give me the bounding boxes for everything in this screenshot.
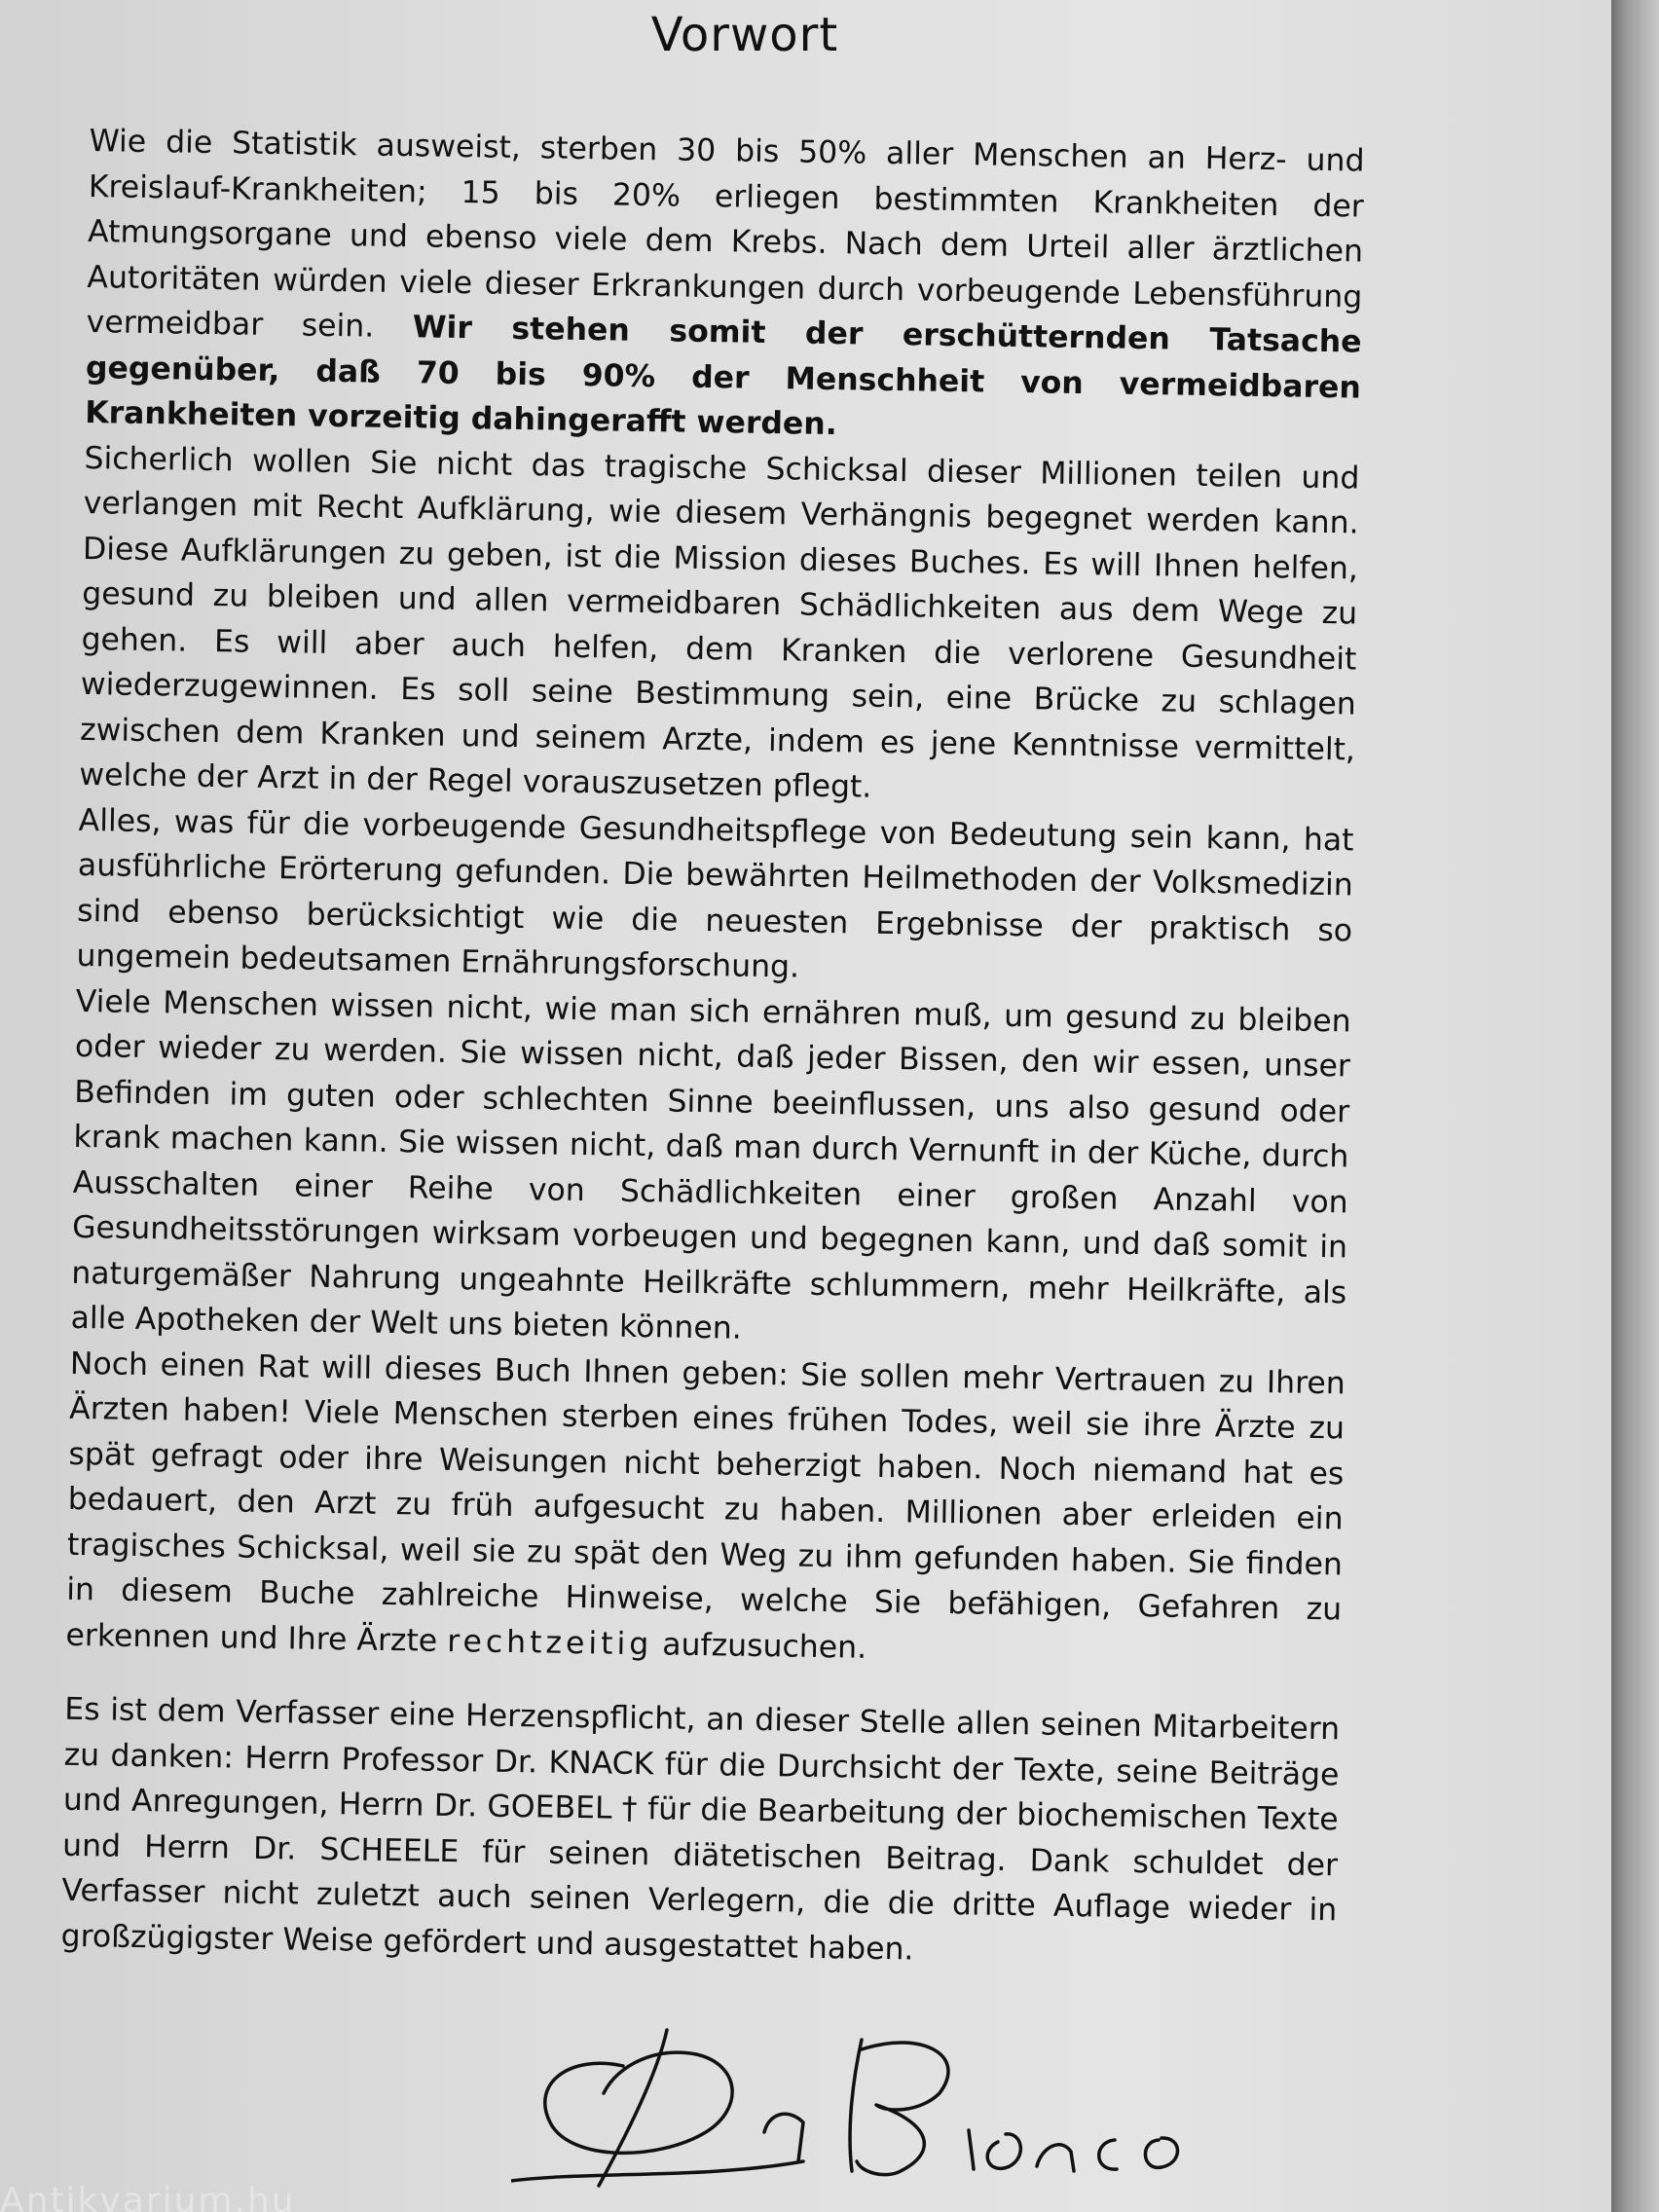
paragraph-doctors [65, 1341, 1346, 1677]
author-signature [511, 2015, 1309, 2210]
paragraph-statistics [85, 119, 1365, 456]
watermark: Antikvarium.hu [0, 2181, 296, 2212]
bold-statement: Wir stehen somit der erschütternden Tatsache gegenüber, daß 70 bis 90% der Menschheit von vermeidbaren Krankheiten vorzeitig dahingerafft werden. [84, 310, 1362, 443]
foreword-body [60, 119, 1365, 1978]
page-title: Vorwort [650, 8, 839, 62]
paragraph-nutrition: Viele Menschen wissen nicht, wie man sich ernähren muß, um gesund zu bleiben oder wieder zu werden. Sie wissen nicht, daß jeder Bissen, den wir essen, unser Befinden im guten oder schlechten Sinne beeinflussen, uns also gesund oder krank machen kann. Sie wissen nicht, daß man durch Vernunft in der Küche, durch Ausschalten einer Reihe von Schädlichkeiten einer großen Anzahl von Gesundheitsstörungen wirksam vorbeugen und begegnen kann, und daß somit in naturgemäßer Nahrung ungeahnte Heilkräfte schlummern, mehr Heilkräfte, als alle Apotheken der Welt uns bieten können. [70, 983, 1351, 1346]
paragraph-text-end: aufzusuchen. [651, 1626, 867, 1666]
spaced-word: rechtzeitig [446, 1623, 653, 1662]
page-edge [1611, 0, 1659, 2212]
paragraph-text: Wie die Statistik ausweist, sterben 30 bis 50% aller Menschen an Herz- und Kreislauf-Krankheiten; 15 bis 20% erliegen bestimmten Krankheiten der Atmungsorgane und ebenso viele dem Krebs. Nach dem Urteil aller ärztlichen Autoritäten würden viele dieser Erkrankungen durch vorbeugende Lebensführung vermeidbar sein. [86, 123, 1365, 346]
paragraph-acknowledgements: Es ist dem Verfasser eine Herzenspflicht, an dieser Stelle allen seinen Mitarbeitern zu danken: Herrn Professor Dr. KNACK für die Durchsicht der Texte, seine Beiträge und Anregungen, Herrn Dr. GOEBEL † für die Bearbeitung der biochemischen Texte und Herrn Dr. SCHEELE für seinen diätetischen Beitrag. Dank schuldet der Verfasser nicht zuletzt auch seinen Verlegern, die die dritte Auflage wieder in großzügigster Weise gefördert und ausgestattet haben. [60, 1691, 1341, 1968]
paragraph-prevention: Alles, was für die vorbeugende Gesundheitspflege von Bedeutung sein kann, hat ausführliche Erörterung gefunden. Die bewährten Heilmethoden der Volksmedizin sind ebenso berücksichtigt wie die neuesten Ergebnisse der praktisch so ungemein bedeutsamen Ernährungsforschung. [76, 802, 1354, 985]
signature-text: Dr Bianco [1193, 2200, 1198, 2201]
paragraph-text: Noch einen Rat will dieses Buch Ihnen geben: Sie sollen mehr Vertrauen zu Ihren Ärzten haben! Viele Menschen sterben eines frühen Todes, weil sie ihre Ärzte zu spät gefragt oder ihre Weisungen nicht beherzigt haben. Noch niemand hat es bedauert, den Arzt zu früh aufgesucht zu haben. Millionen aber erleiden ein tragisches Schicksal, weil sie zu spät den Weg zu ihm gefunden haben. Sie finden in diesem Buche zahlreiche Hinweise, welche Sie befähigen, Gefahren zu erkennen und Ihre Ärzte [65, 1346, 1346, 1659]
paragraph-mission: Sicherlich wollen Sie nicht das tragische Schicksal dieser Millionen teilen und verlangen mit Recht Aufklärung, wie diesem Verhängnis begegnet werden kann. Diese Aufklärungen zu geben, ist die Mission dieses Buches. Es will Ihnen helfen, gesund zu bleiben und allen vermeidbaren Schädlichkeiten aus dem Wege zu gehen. Es will aber auch helfen, dem Kranken die verlorene Gesundheit wiederzugewinnen. Es soll seine Bestimmung sein, eine Brücke zu schlagen zwischen dem Kranken und seinem Arzte, indem es jene Kenntnisse vermittelt, welche der Arzt in der Regel vorauszusetzen pflegt. [79, 440, 1360, 805]
